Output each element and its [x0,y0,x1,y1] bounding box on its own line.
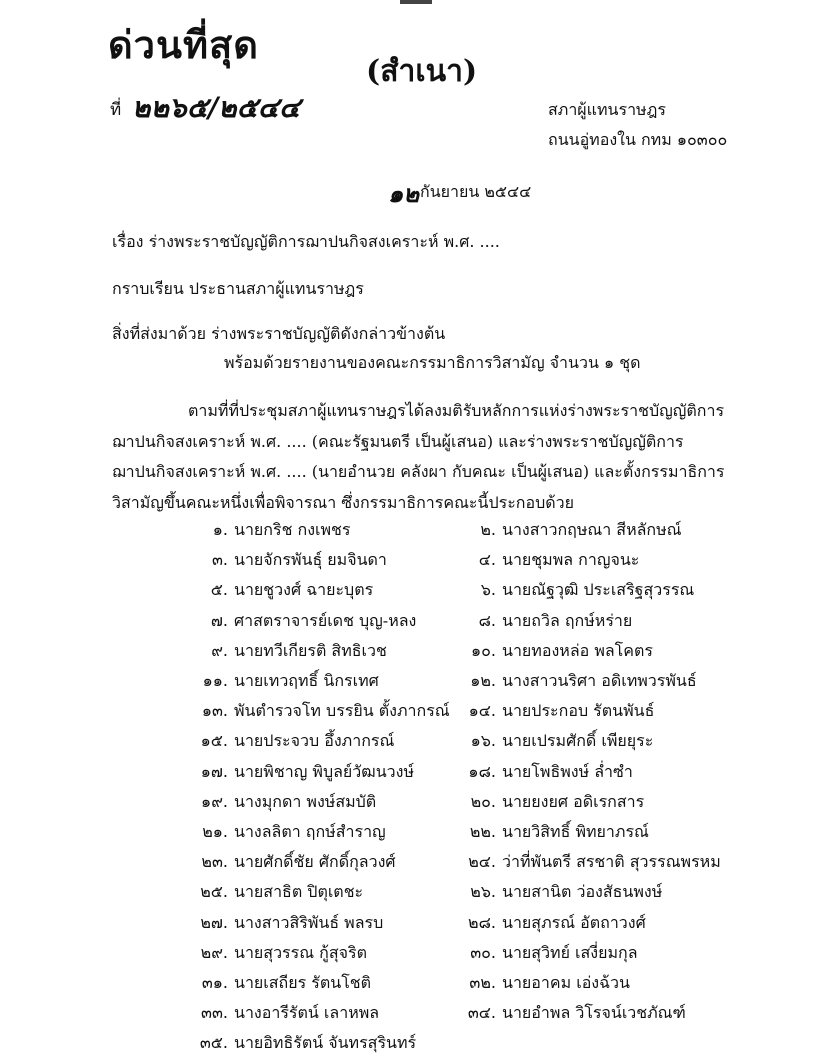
organization-name: สภาผู้แทนราษฎร [548,100,666,119]
member-name: นายเทวฤทธิ์ นิกรเทศ [234,671,379,690]
member-entry [192,971,371,996]
member-entry [192,729,394,754]
member-entry [192,820,386,845]
member-name: นายอำพล วิโรจน์เวชภัณฑ์ [502,1003,686,1023]
member-number: ๑๒. [470,671,496,690]
member-number: ๑๕. [200,731,228,751]
urgency-heading: ด่วนที่สุด [108,22,259,67]
member-entry [460,911,646,936]
member-name: นายสุวรรณ กู้สุจริต [234,942,367,962]
member-entry [460,941,638,966]
member-name: ว่าที่พันตรี สรชาติ สุวรรณพรหม [502,852,721,872]
member-number: ๓๕. [199,1033,228,1053]
body-paragraph [112,396,742,518]
member-name: นายอิทธิรัตน์ จันทรสุรินทร์ [234,1033,417,1053]
member-entry [192,609,416,634]
member-number: ๖. [480,580,496,600]
subject-line: เรื่อง ร่างพระราชบัญญัติการฌาปนกิจสงเคราะห์ พ.ศ. .... [112,232,500,251]
body-paragraph-text: ตามที่ที่ประชุมสภาผู้แทนราษฎรได้ลงมติรับหลักการแห่งร่างพระราชบัญญัติการฌาปนกิจสงเคราะห์ พ.ศ. .... (คณะรัฐมนตรี เป็นผู้เสนอ) และร่างพระราชบัญญัติการฌาปนกิจสงเคราะห์ พ.ศ. .... (นายอำนวย คลังผา กับคณะ เป็นผู้เสนอ) และตั้งกรรมาธิการวิสามัญขึ้นคณะหนึ่งเพื่อพิจารณา ซึ่งกรรมาธิการคณะนี้ประกอบด้วย [112,401,725,512]
member-number: ๕. [210,580,228,600]
member-entry [460,1001,686,1026]
member-name: นางอารีรัตน์ เลาหพล [234,1003,380,1023]
member-entry [192,911,383,936]
member-name: นายพิชาญ พิบูลย์วัฒนวงษ์ [234,761,415,781]
member-number: ๒๑. [202,822,228,841]
member-name: นายณัฐวุฒิ ประเสริฐสุวรรณ [502,580,695,600]
member-name: นายกริช กงเพชร [234,520,351,539]
member-name: นายชูวงศ์ ฉายะบุตร [234,580,374,600]
document-number: ๒๒๖๕/๒๕๔๔ [132,91,301,124]
member-name: นายชุมพล กาญจนะ [502,550,640,570]
member-number: ๘. [478,610,496,630]
member-name: นายอาคม เอ่งฉ้วน [502,973,630,992]
member-entry [460,850,721,875]
member-name: นายถวิล ฤกษ์หร่าย [502,610,633,630]
member-number: ๑๓. [201,701,228,721]
member-name: นางสาวสิริพันธ์ พลรบ [234,912,384,932]
member-name: นายวิสิทธิ์ พิทยาภรณ์ [502,822,649,841]
member-name: นายประจวบ อึ้งภากรณ์ [234,731,395,751]
member-number: ๓๑. [201,973,228,992]
member-name: นางมุกดา พงษ์สมบัติ [234,791,377,811]
member-name: นายสานิต ว่องสัธนพงษ์ [502,882,663,902]
date-day: ๑๒ [388,179,420,208]
member-entry [192,760,414,785]
member-entry [460,518,682,543]
member-name: นางสาวกฤษณา สีหลักษณ์ [502,520,682,539]
member-name: พันตำรวจโท บรรยิน ตั้งภากรณ์ [234,701,450,721]
member-entry [192,850,396,875]
member-name: นายประกอบ รัตนพันธ์ [502,701,655,721]
enclosure-line-2: พร้อมด้วยรายงานของคณะกรรมาธิการวิสามัญ จำนวน ๑ ชุด [224,353,641,372]
member-name: นายสุภรณ์ อัตถาวงศ์ [502,912,646,932]
member-number: ๓. [211,550,228,570]
member-number: ๒๙. [200,942,228,962]
member-number: ๓๔. [467,1003,496,1023]
member-entry [192,1001,379,1026]
member-entry [192,639,387,664]
member-entry [192,518,351,543]
member-number: ๒๐. [470,791,496,811]
member-number: ๑๑. [202,671,228,690]
member-number: ๑๐. [470,640,496,660]
member-name: นายเปรมศักดิ์ เพียยุระ [502,731,654,751]
member-number: ๑๙. [201,791,228,811]
member-number: ๙. [211,640,228,660]
member-entry [460,880,662,905]
member-entry [192,578,373,603]
member-entry [192,941,367,966]
copy-mark: (สำเนา) [366,54,478,89]
member-name: นายยงยศ อดิเรกสาร [502,791,645,811]
member-number: ๒๔. [468,852,496,872]
member-number: ๑. [212,520,228,539]
member-number: ๒๖. [470,882,496,902]
member-entry [460,760,633,785]
member-name: นางลลิตา ฤกษ์สำราญ [234,822,386,841]
member-number: ๑๗. [200,761,228,781]
member-name: นายจักรพันธุ์ ยมจินดา [234,550,387,570]
member-entry [460,609,632,634]
member-entry [460,729,653,754]
member-name: นายทวีเกียรติ สิทธิเวช [234,640,387,660]
date-month-year: กันยายน ๒๕๔๔ [420,182,532,201]
member-number: ๒๒. [469,822,496,841]
member-entry [460,669,697,694]
member-entry [192,669,379,694]
member-name: นางสาวนริศา อดิเทพวรพันธ์ [502,671,697,690]
member-number: ๑๔. [468,701,496,721]
member-number: ๗. [210,610,228,630]
salutation-line: กราบเรียน ประธานสภาผู้แทนราษฎร [112,279,364,298]
member-name: นายโพธิพงษ์ ล่ำซำ [502,761,633,781]
member-number: ๒๕. [200,882,228,902]
member-entry [192,699,450,724]
member-entry [192,548,387,573]
member-entry [460,820,649,845]
member-name: นายเสถียร รัตนโชติ [234,973,372,992]
member-entry [460,578,694,603]
document-number-label: ที่ [110,100,122,120]
organization-address: ถนนอู่ทองใน กทม ๑๐๓๐๐ [548,130,728,149]
member-entry [192,880,363,905]
member-number: ๒๗. [200,912,228,932]
member-entry [460,971,630,996]
member-number: ๒๓. [201,852,228,872]
member-number: ๓๒. [469,973,496,992]
member-name: นายสุวิทย์ เสงี่ยมกุล [502,942,638,962]
member-number: ๓๐. [470,942,496,962]
member-name: นายศักดิ์ชัย ศักดิ์กุลวงศ์ [234,852,396,872]
member-entry [192,1031,416,1056]
member-number: ๑๖. [470,731,496,751]
member-entry [460,790,644,815]
enclosure-line-1: สิ่งที่ส่งมาด้วย ร่างพระราชบัญญัติดังกล่าวข้างต้น [112,324,446,343]
member-entry [460,639,653,664]
member-number: ๓๓. [201,1003,228,1023]
member-entry [192,790,376,815]
top-edge-mark [400,0,432,4]
member-name: ศาสตราจารย์เดช บุญ-หลง [234,610,417,630]
member-number: ๒๘. [468,912,496,932]
member-number: ๒. [480,520,496,539]
member-name: นายทองหล่อ พลโคตร [502,640,653,660]
member-number: ๔. [478,550,496,570]
member-number: ๑๘. [468,761,496,781]
member-entry [460,548,639,573]
member-entry [460,699,654,724]
member-name: นายสาธิต ปิตุเตชะ [234,882,364,902]
